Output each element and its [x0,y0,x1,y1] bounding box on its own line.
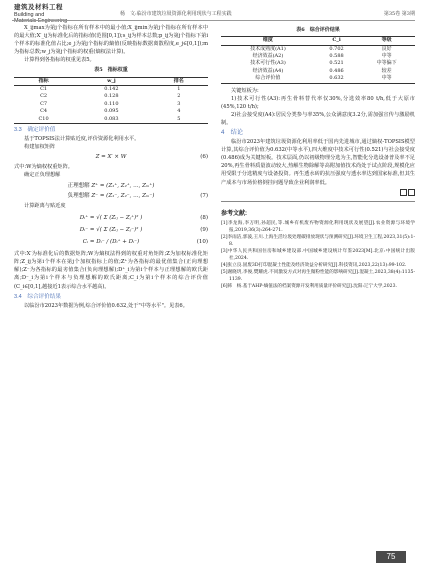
end-marks [221,189,415,197]
table-cell: 0.632 [315,75,358,83]
reference-item: [2]李雨洁,郭波,王川.上海生活垃圾处理碳排放现状与预测研究[J].环境卫生工程,2023,31(5):1-8. [221,234,415,247]
table-cell: C2 [40,93,48,100]
right-column [221,24,415,290]
references-list [221,220,415,290]
formula [14,226,208,234]
paragraph: 式中:X′为标准化后的数据矩阵;W为熵权法得到的权重对角矩阵;Z为加权标准化矩阵;Z_ij为第i个样本在第j个加权指标上的值;Z⁺为各指标的最优值集合(正向理想解);Z⁻为各指标的最劣值集合(负向理想解);D⁺_i为第i个样本与正理想解的欧氏距离;D⁻_i为第i个样本与负理想解的欧氏距离;C_i为第i个样本的综合评价值(C_i∈[0,1],越接近1表示综合水平越高)。 [14,251,208,290]
formula [14,182,208,190]
formula-body: Z⁻ = (Z₁⁻, Z₂⁻, …, Zₘ⁻) [91,192,155,199]
paragraph: 构建加权矩阵 [24,144,56,151]
table6-header: 维度 [221,37,315,45]
paragraph: 基于TOPSIS法计算贴近度,评价资源化利用水平。 [24,136,140,143]
issue-label: 第35卷 第3期 [383,11,415,17]
paragraph: 式中:W为熵权权重矩阵。 [14,164,73,171]
references-title: 参考文献: [221,210,247,217]
formula-number: (9) [200,226,208,233]
reference-item: [1]李龙海,李万明,孙超民,等.城乡有机废弃物资源化利用现状及展望[J].农业资源与环境学报,2019,36(3):264-271. [221,220,415,233]
table-cell: C4 [40,108,48,115]
divider [221,201,415,202]
reference-item: [4]张立良.固废3D打印混凝土性能及经济效益分析研究[J].科技资讯,2023,22(13):99-102. [221,262,407,268]
table5 [14,77,208,124]
paragraph: 确定正负理想解 [24,172,61,179]
table-cell: C1 [40,85,48,92]
formula-body: Z⁺ = (Z₁⁺, Z₂⁺, …, Zₘ⁺) [91,182,155,189]
table-row [221,68,415,75]
reference-item: [6]韩 杨.基于AHP-熵值法的档案资源开发利用质量评价研究[J].沈阳:辽宁大学,2023. [221,283,397,289]
paragraph: 2)社会接受度(A4):居民分类参与率35%,公众满意度3.2分,需加强宣传与激励机制。 [221,111,415,126]
table-cell: 0.095 [104,108,119,115]
paragraph: X_ijmax为第j个指标在所有样本中的最小值;X_ijmin为第j个指标在所有样本中的最大值;X′_ij为标准化后的指标值(范围[0,1]);s_ij为样本总数;p_ij为第j个指标下第i个样本的标准化值占比;e_j为第j个指标的熵值(反映指标数据离散程度,e_j∈[0,1]);m为指标总数;w_j为第j个指标的权重(熵权法计算)。 [14,25,208,56]
formula [14,192,208,200]
journal-name-cn: 建筑及材料工程 [14,4,63,11]
table-row [221,60,415,67]
paragraph: 计算距离与贴近度 [24,202,66,209]
formula [14,214,208,222]
formula-label: 正理想解 [67,182,90,189]
table-row [14,101,208,108]
formula-body: Dᵢ⁻ = √( Σ (Zᵢⱼ − Zⱼ⁻)² ) [79,226,143,233]
journal-name-en-1: Building and [14,11,45,18]
formula [14,153,208,161]
section-heading: 3.4 综合评价结果 [14,293,61,300]
table6-header: 等级 [358,37,415,45]
paragraph: 关键短板为: [231,87,259,94]
table-cell: 0.083 [73,116,149,124]
reference-item: [3]中华人民共和国住房和城乡建设部.中国城乡建设统计年鉴2023[M].北京:中国统计出版社,2024. [221,248,415,261]
table-cell: 技术成熟度(A1) [250,45,286,52]
paragraph: 1)技术可行性(A3):再生骨料替代率仅30%,分选效率80 t/h,低于大原市(45%,120 t/h); [221,95,415,110]
table-cell: 综合评价值 [221,75,315,83]
formula [14,238,208,246]
table-cell: 0.486 [329,67,344,74]
table-cell: C10 [14,116,73,124]
reference-item: [5]谢晓玥,李俊,樊耀虎.不同激发方式对再生微粉性能的影响研究[J].混凝土,2023,38(4):1135-1139. [221,269,415,282]
table-cell: 0.702 [329,45,344,52]
formula-number: (6) [200,154,208,161]
section-heading: 4 结论 [221,129,244,136]
table-cell: 4 [177,108,181,115]
section-heading: 3.3 确定评价值 [14,127,56,133]
paragraph: 临汾市2023年建筑垃圾资源化利用率低于国内先进城市,通过熵权-TOPSIS模型计算,其综合评价值为0.632(中等水平),四大维度中技术可行性(0.521)与社会接受度(0.486)成为关键短板。技术层面,仍以初级物理分选为主,智能化分选设备普及率不足20%,再生骨料质量波动较大,热解生物除解等高附加值技术尚处于试点阶段,规模化应用受限于分选精度与设备投资。再生透水砖的抗压强度与透水率达到国家标准,但其生产成本与市场价格倒挂问题导致企业利润率低。 [221,139,415,186]
table-row [221,45,415,53]
table6-header: C_i [315,37,358,45]
table-cell: 中等 [381,52,392,59]
end-square-icon [408,189,415,196]
table-cell: 0.142 [104,85,119,92]
table-cell: 0.588 [329,52,344,59]
formula-body: Z = X′ × W [95,154,127,161]
table-cell: 较差 [381,67,392,74]
paragraph: 计算得到各指标的权重见表5。 [24,57,95,64]
table-cell: 技术可行性(A3) [250,60,286,67]
table6 [221,36,415,83]
table6-caption: 表6 综合评价结果 [296,27,340,33]
table-cell: 1 [177,85,181,92]
table-row [14,116,208,124]
table5-header: 指标 [14,77,73,85]
table-cell: 0.110 [104,100,119,107]
table-cell: 良好 [381,45,392,52]
formula-body: Cᵢ = Dᵢ⁻ / (Dᵢ⁺ + Dᵢ⁻) [82,239,140,246]
formula-number: (8) [200,214,208,221]
table5-header: 排名 [150,77,208,85]
table-cell: 中等 [358,75,415,83]
table-cell: 3 [177,100,181,107]
formula-number: (7) [200,192,208,199]
table-cell: 经济效益(A2) [252,52,284,59]
formula-body: Dᵢ⁺ = √( Σ (Zᵢⱼ − Zⱼ⁺)² ) [79,214,143,221]
page-number: 75 [376,551,406,563]
table5-caption: 表5 指标权重 [94,67,128,74]
table-cell: 经济效益(A4) [252,67,284,74]
table-cell: 0.521 [329,60,344,67]
running-title: 杨 文:临汾市建筑垃圾资源化利用现状与工程实践 [120,11,232,17]
table-cell: 0.128 [104,93,119,100]
journal-name-en-2: Materials Engineering [14,18,68,24]
table-cell: C7 [40,100,48,107]
table-row [14,85,208,93]
table-row [221,75,415,83]
paragraph: 以临汾市2023年数据为例,综合评价值0.632,处于"中等水平"。见表6。 [24,302,188,309]
journal-logo [14,5,67,25]
table-row [14,108,208,115]
table-cell: 中等偏下 [376,60,397,67]
header-rule [12,20,415,21]
table-cell: 5 [150,116,208,124]
table-cell: 2 [177,93,181,100]
table-row [14,93,208,100]
left-column [14,24,208,310]
formula-number: (10) [196,239,208,246]
end-square-icon [400,189,407,196]
formula-label: 负理想解 [67,192,90,199]
table5-header: w_j [73,77,149,85]
